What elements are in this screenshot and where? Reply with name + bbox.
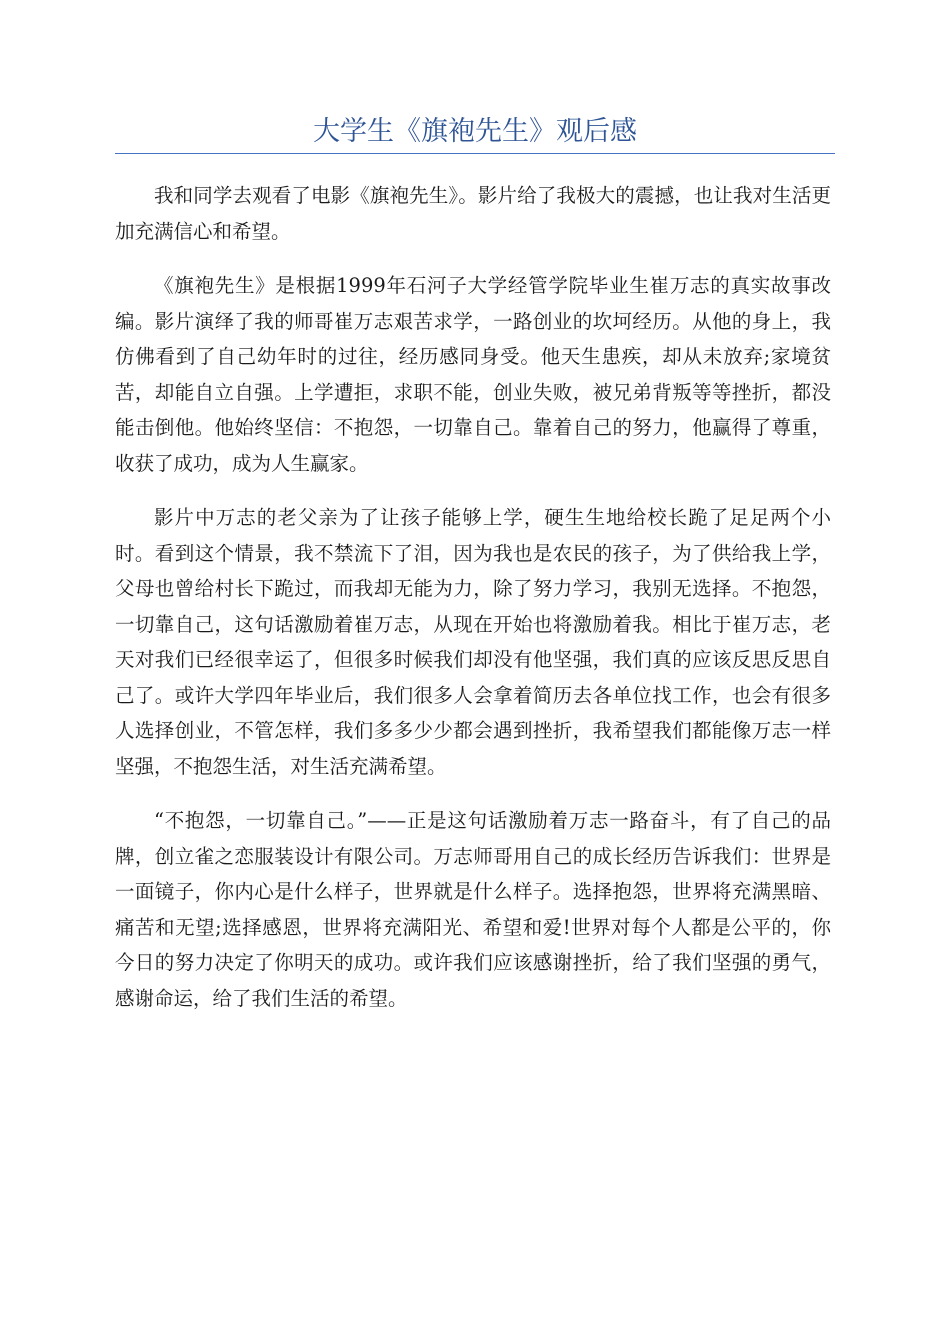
paragraph-3: 影片中万志的老父亲为了让孩子能够上学，硬生生地给校长跪了足足两个小时。看到这个情景，我不禁流下了泪，因为我也是农民的孩子，为了供给我上学，父母也曾给村长下跪过，而我却无能为力，除了努力学习，我别无选择。不抱怨，一切靠自己，这句话激励着崔万志，从现在开始也将激励着我。相比于崔万志，老天对我们已经很幸运了，但很多时候我们却没有他坚强，我们真的应该反思反思自己了。或许大学四年毕业后，我们很多人会拿着简历去各单位找工作，也会有很多人选择创业，不管怎样，我们多多少少都会遇到挫折，我希望我们都能像万志一样坚强，不抱怨生活，对生活充满希望。 bbox=[115, 506, 831, 778]
title-underline bbox=[115, 153, 835, 154]
paragraph-2: 《旗袍先生》是根据1999年石河子大学经管学院毕业生崔万志的真实故事改编。影片演绎了我的师哥崔万志艰苦求学，一路创业的坎坷经历。从他的身上，我仿佛看到了自己幼年时的过往，经历感同身受。他天生患疾，却从未放弃;家境贫苦，却能自立自强。上学遭拒，求职不能，创业失败，被兄弟背叛等等挫折，都没能击倒他。他始终坚信：不抱怨，一切靠自己。靠着自己的努力，他赢得了尊重，收获了成功，成为人生赢家。 bbox=[115, 274, 831, 475]
paragraph-1: 我和同学去观看了电影《旗袍先生》。影片给了我极大的震撼，也让我对生活更加充满信心和希望。 bbox=[115, 184, 831, 243]
document-body bbox=[115, 178, 831, 1035]
document-title: 大学生《旗袍先生》观后感 bbox=[313, 116, 637, 147]
paragraph-4: “不抱怨，一切靠自己。”——正是这句话激励着万志一路奋斗，有了自己的品牌，创立雀之恋服装设计有限公司。万志师哥用自己的成长经历告诉我们：世界是一面镜子，你内心是什么样子，世界就是什么样子。选择抱怨，世界将充满黑暗、痛苦和无望;选择感恩，世界将充满阳光、希望和爱!世界对每个人都是公平的，你今日的努力决定了你明天的成功。或许我们应该感谢挫折，给了我们坚强的勇气，感谢命运，给了我们生活的希望。 bbox=[115, 809, 831, 1010]
